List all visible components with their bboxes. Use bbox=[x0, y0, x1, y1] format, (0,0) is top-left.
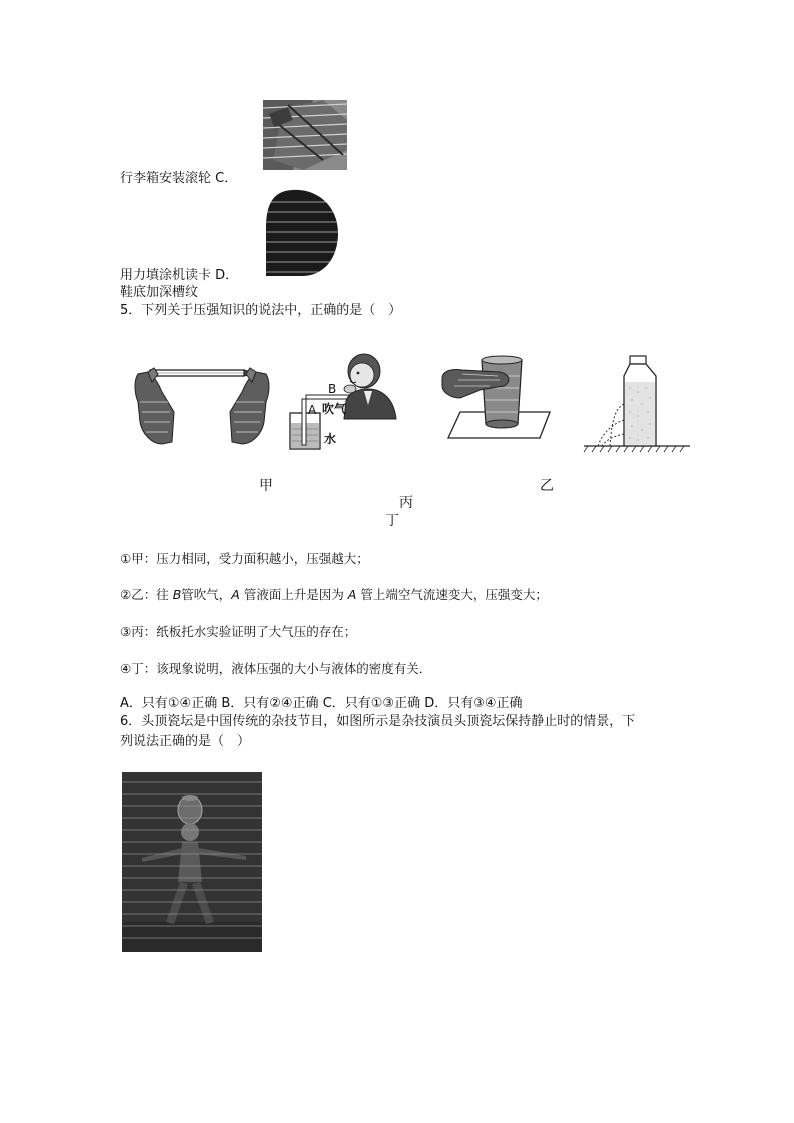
label-jia: 甲 bbox=[259, 478, 273, 494]
q6-stem-line1: 6．头顶瓷坛是中国传统的杂技节目，如图所示是杂技演员头顶瓷坛保持静止时的情景，下 bbox=[120, 714, 636, 729]
figure-yi bbox=[284, 345, 404, 455]
q5-options: A．只有①④正确 B．只有②④正确 C．只有①③正确 D．只有③④正确 bbox=[120, 696, 523, 711]
s2-post: 管上端空气流速变大，压强变大； bbox=[356, 587, 548, 602]
q5-statement-3: ③丙：纸板托水实验证明了大气压的存在； bbox=[120, 624, 357, 639]
s2-pre: ②乙：往 bbox=[120, 587, 173, 602]
s2-mid: 管吹气， bbox=[181, 587, 232, 602]
acrobat-photo bbox=[122, 772, 262, 952]
q5-statement-1: ①甲：压力相同，受力面积越小，压强越大； bbox=[120, 551, 369, 566]
q5-statement-2 bbox=[120, 587, 548, 603]
label-yi: 乙 bbox=[540, 478, 554, 494]
label-b: B bbox=[328, 382, 337, 396]
q5-statement-4: ④丁：该现象说明，液体压强的大小与液体的密度有关． bbox=[120, 661, 432, 676]
figure-jia bbox=[132, 362, 272, 452]
q6-stem-line2: 列说法正确的是（ ） bbox=[120, 734, 251, 749]
s2-mid2: 管液面上升是因为 bbox=[239, 587, 348, 602]
label-blow: 吹气 bbox=[322, 402, 347, 416]
shoe-sole-photo bbox=[262, 188, 340, 278]
figure-ding bbox=[582, 354, 694, 454]
luggage-wheels-photo bbox=[263, 100, 347, 170]
figure-bing bbox=[440, 352, 555, 442]
q5-stem: 5．下列关于压强知识的说法中，正确的是（ ） bbox=[120, 303, 402, 318]
option-d-line: 用力填涂机读卡 D． bbox=[120, 268, 239, 283]
s2-a2: A bbox=[347, 587, 357, 602]
s2-a1: A bbox=[231, 587, 240, 602]
s2-b: B bbox=[172, 587, 182, 602]
label-bing: 丙 bbox=[399, 495, 413, 511]
option-c-line: 行李箱安装滚轮 C． bbox=[120, 171, 238, 186]
label-water: 水 bbox=[324, 432, 337, 446]
label-a: A bbox=[308, 403, 317, 417]
option-d-text: 鞋底加深槽纹 bbox=[120, 285, 199, 300]
label-ding: 丁 bbox=[385, 513, 399, 529]
